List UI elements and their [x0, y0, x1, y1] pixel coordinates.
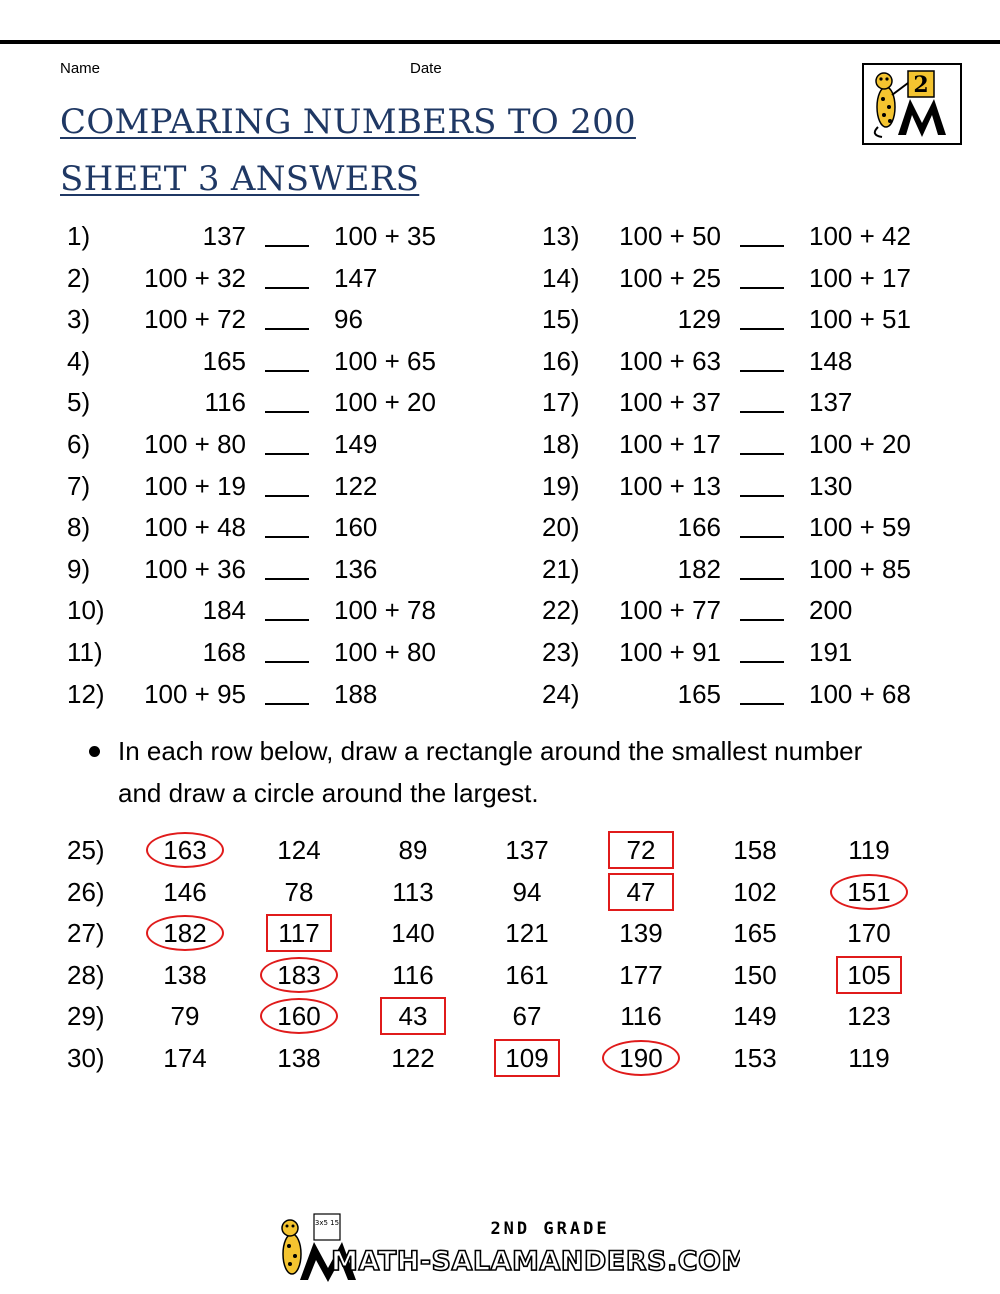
answer-blank[interactable] [740, 495, 784, 497]
number-cell[interactable]: 67 [512, 1001, 542, 1032]
smallest-rect-mark [836, 956, 902, 994]
left-expression: 100 + 25 [619, 262, 721, 293]
answer-blank[interactable] [265, 453, 309, 455]
largest-circle-mark [260, 957, 338, 993]
right-expression: 191 [809, 637, 853, 667]
problem-number: 5) [67, 387, 91, 418]
right-expression: 100 + 20 [334, 387, 436, 418]
instruction-line-1: In each row below, draw a rectangle around the smallest number [118, 736, 863, 766]
left-expression: 100 + 32 [144, 262, 246, 293]
number-cell[interactable]: 121 [505, 918, 549, 949]
comparison-row [67, 299, 487, 339]
comparison-row [67, 424, 487, 464]
answer-blank[interactable] [265, 411, 309, 413]
logo [862, 63, 962, 145]
number-cell[interactable]: 183 [277, 959, 321, 990]
largest-circle-mark [146, 832, 224, 868]
problem-number: 13) [542, 221, 580, 251]
footer-site-label: MATH-SALAMANDERS.COM [331, 1246, 740, 1277]
row-number: 30) [67, 1043, 105, 1073]
problem-number: 14) [542, 262, 580, 293]
bullet-icon [89, 746, 100, 757]
comparison-row [67, 258, 487, 298]
number-cell[interactable]: 124 [277, 835, 321, 865]
name-label: Name [60, 60, 101, 77]
problem-number: 6) [67, 429, 91, 459]
left-expression: 168 [202, 637, 246, 667]
date-label: Date [410, 60, 442, 77]
right-expression: 100 + 17 [809, 262, 911, 293]
number-cell[interactable]: 123 [847, 1001, 891, 1032]
smallest-rect-mark [380, 997, 446, 1035]
number-cell[interactable]: 47 [626, 876, 656, 907]
number-cell[interactable]: 150 [733, 959, 777, 990]
comparison-row [67, 507, 487, 547]
row-number: 27) [67, 918, 105, 949]
comparison-row [542, 590, 962, 630]
comparison-row [67, 549, 487, 589]
number-cell[interactable]: 174 [163, 1043, 207, 1073]
problem-number: 21) [542, 553, 580, 584]
number-cell[interactable]: 78 [284, 876, 314, 907]
answer-blank[interactable] [740, 578, 784, 580]
comparison-row [67, 382, 487, 422]
left-expression: 129 [677, 304, 721, 335]
comparison-row [67, 216, 487, 256]
number-cell[interactable]: 119 [848, 835, 890, 865]
left-expression: 100 + 13 [619, 470, 721, 501]
right-expression: 100 + 20 [809, 429, 911, 459]
left-expression: 116 [204, 387, 246, 418]
number-cell[interactable]: 113 [392, 876, 434, 907]
comparison-row [542, 674, 962, 714]
right-expression: 100 + 78 [334, 595, 436, 626]
answer-blank[interactable] [740, 328, 784, 330]
problem-number: 23) [542, 637, 580, 667]
number-cell[interactable]: 138 [163, 959, 207, 990]
right-expression: 149 [334, 429, 378, 459]
smallest-rect-mark [608, 831, 674, 869]
page-subtitle: SHEET 3 ANSWERS [60, 159, 420, 199]
number-cell[interactable]: 146 [163, 876, 207, 907]
left-expression: 100 + 95 [144, 678, 246, 709]
number-cell[interactable]: 160 [277, 1001, 321, 1032]
number-cell[interactable]: 139 [619, 918, 663, 949]
right-expression: 100 + 65 [334, 345, 436, 376]
number-cell[interactable]: 170 [847, 918, 891, 949]
number-cell[interactable]: 161 [505, 959, 549, 990]
comparison-row [542, 632, 962, 672]
comparison-row [67, 341, 487, 381]
problem-number: 8) [67, 512, 91, 543]
number-cell[interactable]: 137 [505, 835, 549, 865]
right-expression: 147 [334, 262, 378, 293]
problem-number: 22) [542, 595, 580, 626]
left-expression: 100 + 91 [619, 637, 721, 667]
number-cell[interactable]: 140 [391, 918, 435, 949]
problem-number: 1) [67, 221, 91, 251]
comparison-row [542, 382, 962, 422]
answer-blank[interactable] [740, 536, 784, 538]
answer-blank[interactable] [265, 287, 309, 289]
number-cell[interactable]: 79 [170, 1001, 200, 1032]
right-expression: 100 + 80 [334, 637, 436, 667]
right-expression: 160 [334, 512, 378, 543]
comparison-row [67, 632, 487, 672]
problem-number: 16) [542, 345, 580, 376]
problem-number: 24) [542, 678, 580, 709]
problem-number: 3) [67, 304, 91, 335]
left-expression: 184 [202, 595, 246, 626]
right-expression: 100 + 85 [809, 553, 911, 584]
answer-blank[interactable] [740, 661, 784, 663]
smallest-rect-mark [494, 1039, 560, 1077]
row-number: 28) [67, 959, 105, 990]
smallest-rect-mark [266, 914, 332, 952]
largest-circle-mark [602, 1040, 680, 1076]
problem-number: 20) [542, 512, 580, 543]
row-number: 26) [67, 876, 105, 907]
problem-number: 7) [67, 470, 91, 501]
problem-number: 18) [542, 429, 580, 459]
answer-blank[interactable] [265, 661, 309, 663]
number-cell[interactable]: 119 [848, 1043, 890, 1073]
right-expression: 137 [809, 387, 853, 418]
problem-number: 15) [542, 304, 580, 335]
answer-blank[interactable] [740, 245, 784, 247]
left-expression: 137 [202, 221, 246, 251]
right-expression: 100 + 51 [809, 304, 911, 335]
right-expression: 122 [334, 470, 378, 501]
row-number: 25) [67, 835, 105, 865]
comparison-row [542, 549, 962, 589]
answer-blank[interactable] [740, 411, 784, 413]
footer-sign-text: 3x5 15 [314, 1219, 340, 1227]
left-expression: 100 + 72 [144, 304, 246, 335]
comparison-row [542, 258, 962, 298]
left-expression: 100 + 50 [619, 221, 721, 251]
number-cell[interactable]: 109 [505, 1043, 549, 1073]
answer-blank[interactable] [740, 453, 784, 455]
number-cell[interactable]: 190 [619, 1043, 663, 1073]
number-cell[interactable]: 105 [847, 959, 891, 990]
problem-number: 19) [542, 470, 580, 501]
left-expression: 100 + 19 [144, 470, 246, 501]
answer-blank[interactable] [265, 619, 309, 621]
answer-blank[interactable] [740, 287, 784, 289]
problem-number: 4) [67, 345, 91, 376]
salamander-logo-icon [864, 65, 960, 143]
left-expression: 166 [677, 512, 721, 543]
answer-blank[interactable] [740, 370, 784, 372]
right-expression: 188 [334, 678, 378, 709]
comparison-row [67, 466, 487, 506]
problem-number: 12) [67, 678, 105, 709]
number-cell[interactable]: 122 [391, 1043, 435, 1073]
number-cell[interactable]: 72 [626, 835, 656, 865]
number-cell[interactable]: 177 [619, 959, 663, 990]
comparison-row [542, 299, 962, 339]
right-expression: 100 + 35 [334, 221, 436, 251]
right-expression: 100 + 59 [809, 512, 911, 543]
answer-blank[interactable] [265, 245, 309, 247]
right-expression: 200 [809, 595, 853, 626]
number-cell[interactable]: 163 [163, 835, 207, 865]
left-expression: 182 [677, 553, 721, 584]
instruction-line-2: and draw a circle around the largest. [118, 778, 539, 808]
left-expression: 100 + 17 [619, 429, 721, 459]
number-cell[interactable]: 116 [392, 959, 434, 990]
number-cell[interactable]: 151 [847, 876, 891, 907]
number-cell[interactable]: 165 [733, 918, 777, 949]
left-expression: 165 [202, 345, 246, 376]
left-expression: 165 [677, 678, 721, 709]
number-cell[interactable]: 153 [733, 1043, 777, 1073]
comparison-row [542, 424, 962, 464]
left-expression: 100 + 80 [144, 429, 246, 459]
top-rule [0, 40, 1000, 44]
right-expression: 100 + 42 [809, 221, 911, 251]
right-expression: 148 [809, 345, 853, 376]
answer-blank[interactable] [740, 703, 784, 705]
comparison-row [542, 341, 962, 381]
number-cell[interactable]: 149 [733, 1001, 777, 1032]
number-cell[interactable]: 138 [277, 1043, 321, 1073]
problem-number: 10) [67, 595, 105, 626]
answer-blank[interactable] [265, 370, 309, 372]
left-expression: 100 + 63 [619, 345, 721, 376]
comparison-row [67, 590, 487, 630]
right-expression: 130 [809, 470, 853, 501]
problem-number: 17) [542, 387, 580, 418]
row-number: 29) [67, 1001, 105, 1032]
left-expression: 100 + 36 [144, 553, 246, 584]
largest-circle-mark [830, 874, 908, 910]
problem-number: 2) [67, 262, 91, 293]
logo-badge-text: 2 [913, 72, 929, 98]
right-expression: 136 [334, 553, 378, 584]
comparison-row [542, 466, 962, 506]
problem-number: 9) [67, 553, 91, 584]
comparison-row [542, 507, 962, 547]
answer-blank[interactable] [265, 536, 309, 538]
comparison-row [542, 216, 962, 256]
number-cell[interactable]: 102 [733, 876, 777, 907]
answer-blank[interactable] [265, 495, 309, 497]
answer-blank[interactable] [265, 703, 309, 705]
answer-blank[interactable] [265, 578, 309, 580]
number-cell[interactable]: 158 [733, 835, 777, 865]
answer-blank[interactable] [265, 328, 309, 330]
page-title: COMPARING NUMBERS TO 200 [60, 102, 636, 142]
left-expression: 100 + 37 [619, 387, 721, 418]
footer-salamander-icon [270, 1212, 740, 1282]
number-cell[interactable]: 94 [512, 876, 542, 907]
number-cell[interactable]: 43 [398, 1001, 428, 1032]
problem-number: 11) [67, 637, 103, 667]
left-expression: 100 + 77 [619, 595, 721, 626]
largest-circle-mark [146, 915, 224, 951]
right-expression: 96 [334, 304, 363, 335]
left-expression: 100 + 48 [144, 512, 246, 543]
comparison-row [67, 674, 487, 714]
number-cell[interactable]: 182 [163, 918, 207, 949]
footer-grade-label: 2ND GRADE [490, 1219, 610, 1239]
footer-logo [270, 1212, 740, 1282]
right-expression: 100 + 68 [809, 678, 911, 709]
answer-blank[interactable] [740, 619, 784, 621]
number-cell[interactable]: 89 [398, 835, 428, 865]
smallest-rect-mark [608, 873, 674, 911]
number-cell[interactable]: 117 [278, 918, 320, 949]
number-cell[interactable]: 116 [620, 1001, 662, 1032]
